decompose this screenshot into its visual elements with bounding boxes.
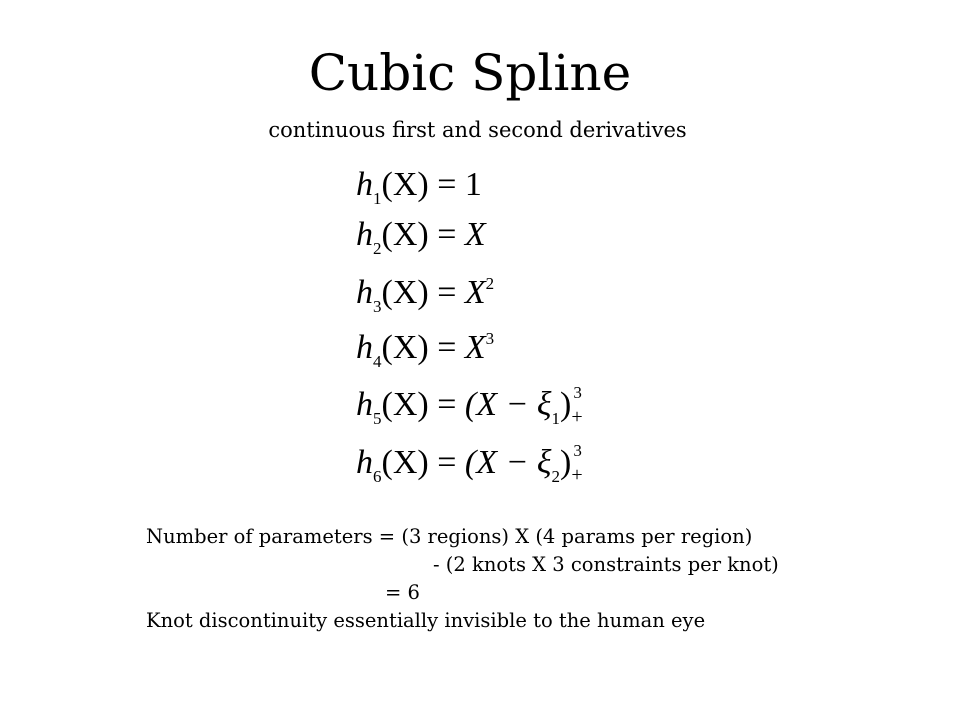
parameter-line-1: Number of parameters = (3 regions) X (4 params per region)	[146, 525, 753, 548]
equation-h5-knot: 1	[551, 409, 560, 428]
parameter-count	[146, 523, 946, 635]
equation-h6-knot: 2	[551, 467, 560, 486]
equation-h1: $h_1(X) = 1$	[356, 166, 482, 208]
equation-h6-power: 3	[573, 441, 582, 461]
equation-h2-rhs: X	[464, 216, 486, 253]
slide-subtitle: continuous first and second derivatives	[268, 118, 687, 142]
equation-h4: $h_4(X) = X^3$	[356, 329, 495, 371]
equation-h4-index: 4	[373, 352, 382, 371]
equation-h4-arg: (X)	[381, 329, 429, 366]
equation-h6-exponent	[571, 441, 589, 487]
equation-h6-index: 6	[373, 467, 382, 486]
equation-h6-close: )	[559, 444, 572, 481]
equation-h3-fn: h	[356, 274, 373, 311]
equation-h6-plus: +	[571, 464, 583, 487]
equation-h1-index: 1	[373, 189, 382, 208]
equation-h2: $h_2(X) = X$	[356, 216, 486, 258]
equation-h5-power: 3	[573, 383, 582, 403]
equation-h5-plus: +	[571, 406, 583, 429]
parameter-line-3: = 6	[385, 581, 420, 604]
equation-h5: $h_5(X) = (X - \xi_1)$ 3 +	[356, 380, 589, 430]
parameter-line-2: - (2 knots X 3 constraints per knot)	[433, 553, 779, 576]
equation-h5-exponent	[571, 383, 589, 429]
slide-title: Cubic Spline	[308, 44, 632, 102]
equation-h3-index: 3	[373, 297, 382, 316]
equation-h5-arg: (X)	[381, 386, 429, 423]
equation-h5-index: 5	[373, 409, 382, 428]
equation-h3: $h_3(X) = X^2$	[356, 274, 495, 316]
equation-h2-fn: h	[356, 216, 373, 253]
equation-h2-index: 2	[373, 239, 382, 258]
parameter-line-4: Knot discontinuity essentially invisible to the human eye	[146, 609, 706, 632]
equation-h6-fn: h	[356, 444, 373, 481]
equation-h1-rhs: 1	[464, 166, 482, 203]
equation-h4-rhs: X	[464, 329, 486, 366]
equation-h2-arg: (X)	[381, 216, 429, 253]
equation-h1-arg: (X)	[381, 166, 429, 203]
equation-h4-fn: h	[356, 329, 373, 366]
equation-h6: $h_6(X) = (X - \xi_2)$ 3 +	[356, 438, 589, 488]
equation-h5-close: )	[559, 386, 572, 423]
equation-h1-fn: h	[356, 166, 373, 203]
equation-h6-arg: (X)	[381, 444, 429, 481]
equation-h3-arg: (X)	[381, 274, 429, 311]
equation-h4-power: 3	[485, 329, 495, 348]
equation-h3-power: 2	[485, 274, 495, 293]
equation-h6-rhs: (X − ξ	[464, 444, 552, 481]
equation-h5-rhs: (X − ξ	[464, 386, 552, 423]
equation-h5-fn: h	[356, 386, 373, 423]
equation-h3-rhs: X	[464, 274, 486, 311]
